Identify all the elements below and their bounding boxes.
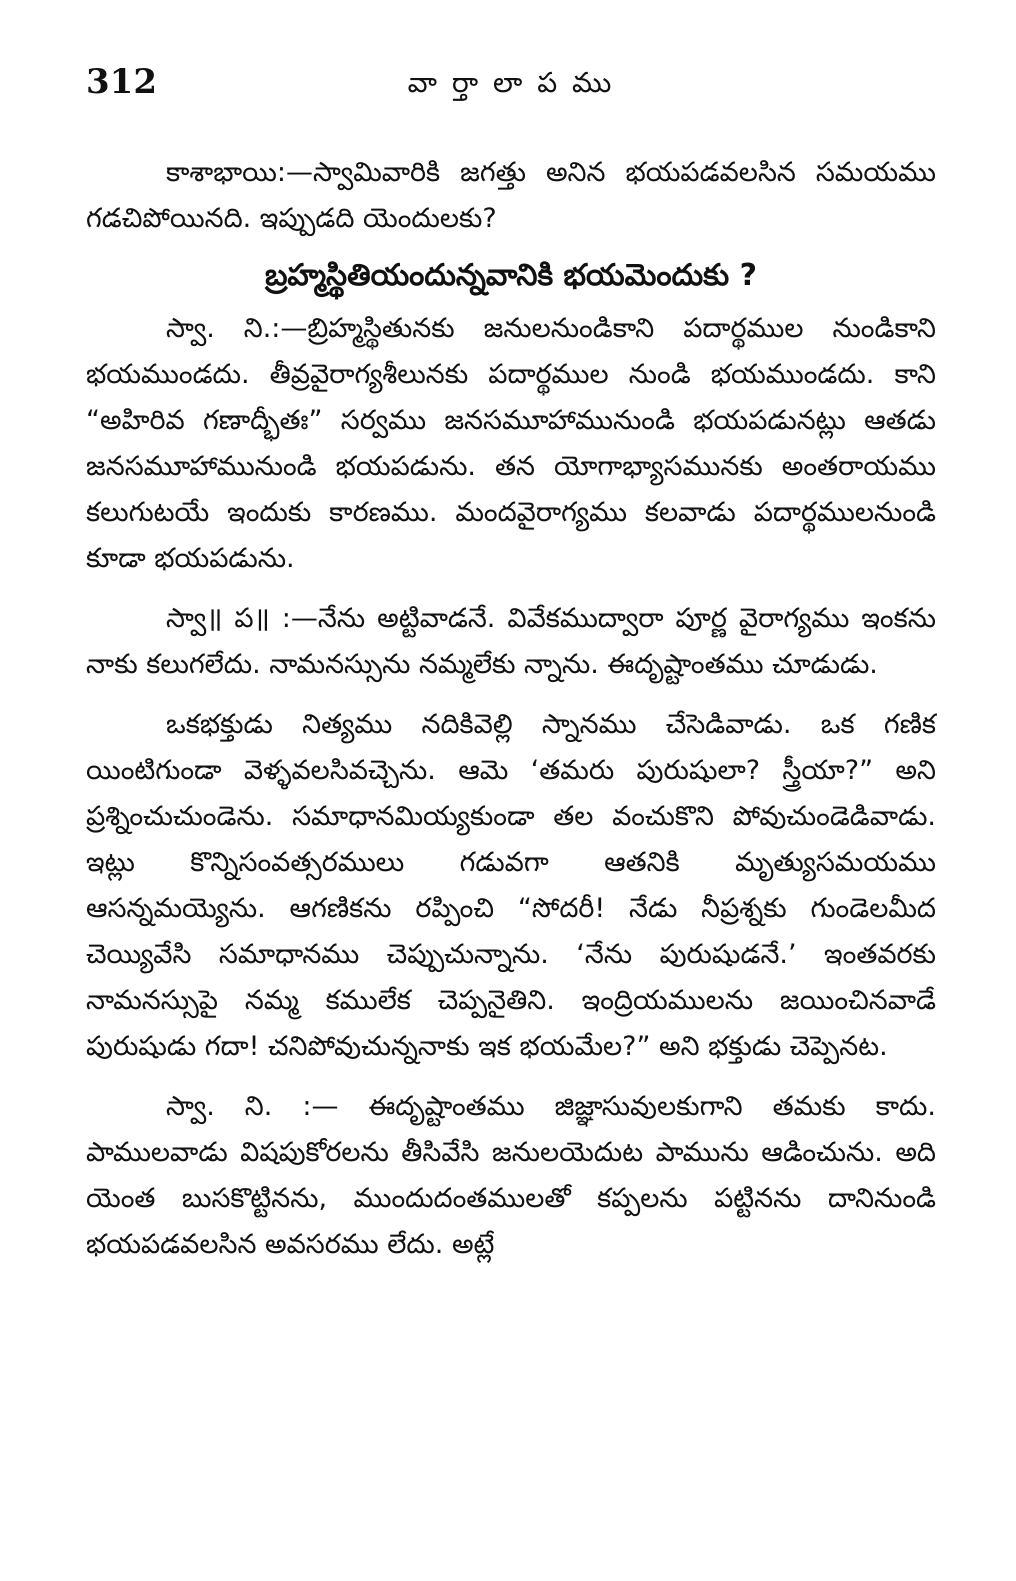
section-heading: బ్రహ్మస్థితియందున్నవానికి భయమెందుకు ? [264,258,758,293]
paragraph-swami-question: స్వా॥ ప॥ :—నేను అట్టివాడనే. వివేకముద్వారా పూర్ణ వైరాగ్యము ఇంకను నాకు కలుగలేదు. నామనస్సును నమ్మలేకు న్నాను. ఈదృష్టాంతము చూడుడు. [86,603,936,680]
body-text [86,150,936,1268]
paragraph-story: ఒకభక్తుడు నిత్యము నదికివెల్లి స్నానము చేసెడివాడు. ఒక గణిక యింటిగుండా వెళ్ళవలసివచ్చెను. ఆమె ‘తమరు పురుషులా? స్త్రీయా?” అని ప్రశ్నించుచుండెను. సమాధానమియ్యకుండా తల వంచుకొని పోవుచుండెడివాడు. ఇట్లు కొన్నిసంవత్సరములు గడువగా ఆతనికి మృత్యుసమయము ఆసన్నమయ్యెను. ఆగణికను రప్పించి “సోదరీ! నేడు నీప్రశ్నకు గుండెలమీద చెయ్యివేసి సమాధానము చెప్పుచున్నాను. ‘నేను పురుషుడనే.’ ఇంతవరకు నామనస్సుపై నమ్మ కములేక చెప్పనైతిని. ఇంద్రియములను జయించినవాడే పురుషుడు గదా! చనిపోవుచున్ననాకు ఇక భయమేల?” అని భక్తుడు చెప్పెనట. [86,709,936,1062]
paragraph-swami-closing: స్వా. ని. :— ఈదృష్టాంతము జిజ్ఞాసువులకుగాని తమకు కాదు. పాములవాడు విషపుకోరలను తీసివేసి జనులయెదుట పామును ఆడించును. అది యెంత బుసకొట్టినను, ముందుదంతములతో కప్పలను పట్టినను దానినుండి భయపడవలసిన అవసరము లేదు. అట్లే [86,1091,936,1260]
page-header [86,62,936,122]
paragraph-kashabhai: కాశాభాయి:—స్వామివారికి జగత్తు అనిన భయపడవలసిన సమయము గడచిపోయినది. ఇప్పుడది యెందులకు? [86,157,936,234]
running-title: వా ర్తా లా ప ము [407,66,615,99]
page-number: 312 [86,62,157,102]
paragraph-swami-reply: స్వా. ని.:—బ్రిహ్మస్థితునకు జనులనుండికాని పదార్థముల నుండికాని భయముండదు. తీవ్రవైరాగ్యశీలునకు పదార్థముల నుండి భయముండదు. కాని “అహిరివ గణాద్భీతః” సర్వము జనసమూహామునుండి భయపడునట్లు ఆతడు జనసమూహామునుండి భయపడును. తన యోగాభ్యాసమునకు అంతరాయము కలుగుటయే ఇందుకు కారణము. మందవైరాగ్యము కలవాడు పదార్థములనుండి కూడా భయపడును. [86,313,936,574]
